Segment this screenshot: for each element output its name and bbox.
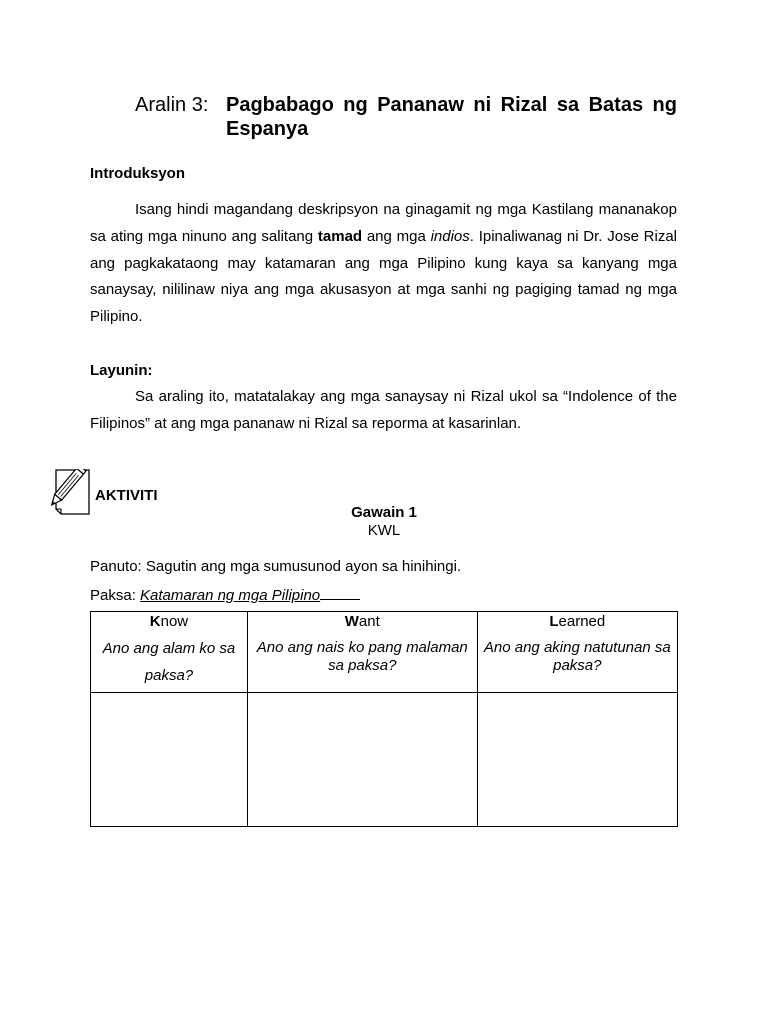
introduksyon-heading: Introduksyon (90, 165, 186, 182)
kwl-table (90, 611, 678, 827)
paksa-value: Katamaran ng mga Pilipino (140, 587, 321, 604)
kwl-want-answer-cell[interactable] (247, 693, 477, 827)
layunin-paragraph (90, 384, 677, 438)
lesson-label: Aralin 3: (135, 94, 209, 116)
intro-text-2: ang mga (362, 227, 431, 245)
paksa-line (90, 585, 360, 604)
gawain-subtitle: KWL (367, 522, 401, 539)
panuto-text: Panuto: Sagutin ang mga sumusunod ayon sa hinihingi. (90, 558, 462, 575)
kwl-learned-answer-cell[interactable] (477, 693, 677, 827)
intro-italic-word: indios (430, 227, 470, 245)
want-question: Ano ang nais ko pang malaman sa paksa? (256, 639, 468, 674)
layunin-heading: Layunin: (90, 362, 153, 379)
lesson-title: Pagbabago ng Pananaw ni Rizal sa Batas ng Espanya (226, 94, 677, 140)
gawain-title: Gawain 1 (351, 504, 417, 521)
intro-text-1: Isang hindi magandang deskripsyon na ginagamit ng mga Kastilang mananakop sa ating mga ninuno ang salitang (90, 201, 677, 245)
want-initial: W (344, 613, 359, 630)
lesson-title-row (135, 93, 677, 141)
know-initial: K (149, 613, 161, 630)
layunin-text: Sa araling ito, matatalakay ang mga sanaysay ni Rizal ukol sa “Indolence of the Filipinos” at ang mga pananaw ni Rizal sa reporma at kasarinlan. (90, 388, 677, 432)
intro-bold-word: tamad (317, 227, 363, 245)
kwl-header-row (91, 612, 678, 693)
kwl-learned-header (477, 612, 677, 693)
kwl-know-header (91, 612, 248, 693)
kwl-know-answer-cell[interactable] (91, 693, 248, 827)
paksa-blank-line (320, 585, 360, 600)
learned-initial: L (549, 613, 559, 630)
kwl-want-header (247, 612, 477, 693)
introduksyon-paragraph (90, 197, 677, 331)
know-question: Ano ang alam ko sa paksa? (102, 640, 236, 684)
aktiviti-label: AKTIVITI (95, 487, 158, 504)
paksa-label: Paksa: (90, 587, 141, 604)
want-rest: ant (358, 613, 380, 630)
intro-text-3: . Ipinaliwanag ni Dr. Jose Rizal ang pagkakataong may katamaran ang mga Pilipino kung kaya sa kanyang mga sanaysay, nililinaw niya ang mga akusasyon at mga sanhi ng pagiging tamad ng mga Pilipino. (90, 227, 678, 326)
learned-rest: earned (558, 613, 606, 630)
know-rest: now (160, 613, 189, 630)
kwl-answer-row (91, 693, 678, 827)
learned-question: Ano ang aking natutunan sa paksa? (483, 639, 671, 674)
